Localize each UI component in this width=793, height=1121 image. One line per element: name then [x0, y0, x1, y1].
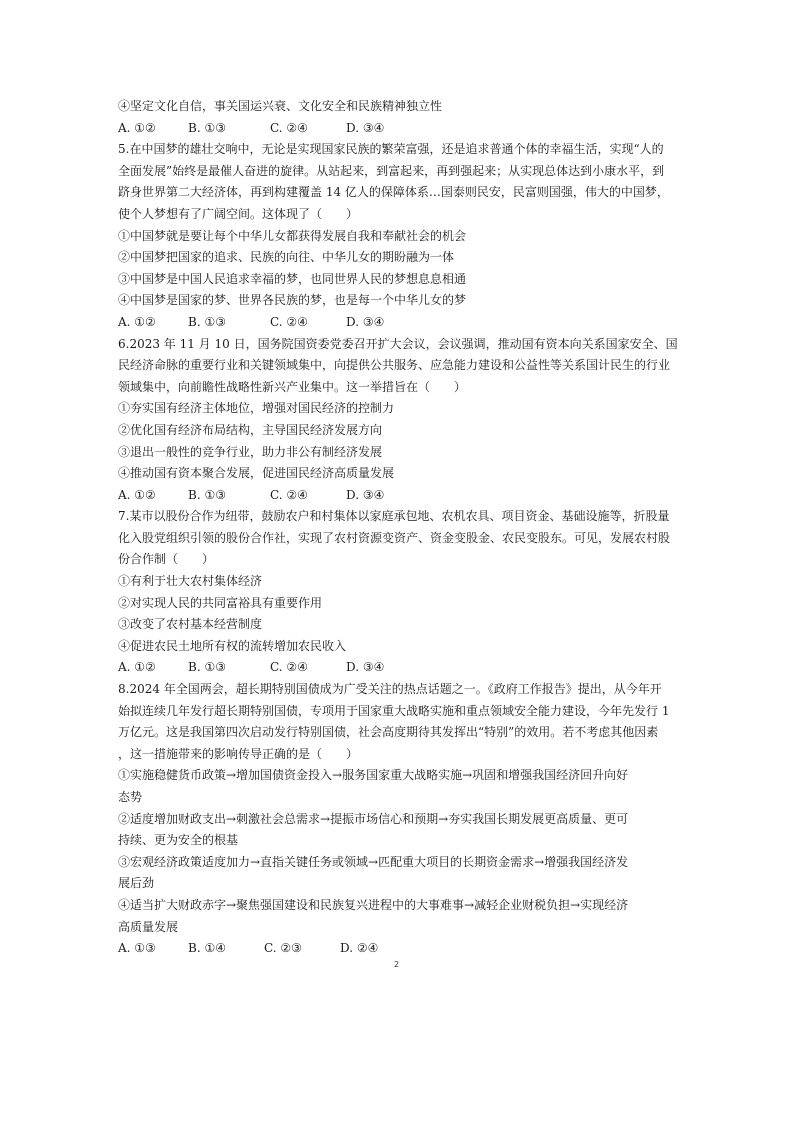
- q4-option-a[interactable]: A. ①②: [118, 120, 156, 135]
- q6-item-3: ③退出一般性的竞争行业，助力非公有制经济发展: [118, 444, 383, 459]
- question-5: [118, 139, 678, 333]
- page-number: 2: [393, 960, 400, 969]
- q7-option-b[interactable]: B. ①③: [188, 660, 226, 675]
- q6-stem-line: 领域集中，向前瞻性战略性新兴产业集中。这一举措旨在（ ）: [118, 379, 467, 394]
- q8-item-3: ③宏观经济政策适度加力→直指关键任务或领域→匹配重大项目的长期资金需求→增强我国经济发: [118, 854, 629, 869]
- q8-stem-line: 万亿元。这是我国第四次启动发行特别国债，社会高度期待其发挥出“特别”的效用。若不考虑其他因素: [118, 725, 659, 740]
- q5-stem-line: 5.在中国梦的雄壮交响中，无论是实现国家民族的繁荣富强，还是追求普通个体的幸福生活，实现“人的: [118, 142, 664, 157]
- q4-option-c[interactable]: C. ②④: [270, 120, 308, 135]
- q7-option-c[interactable]: C. ②④: [270, 660, 308, 675]
- q8-stem-line: ，这一措施带来的影响传导正确的是（ ）: [118, 746, 359, 761]
- q8-option-d[interactable]: D. ②④: [340, 941, 379, 956]
- q8-stem-line: 始拟连续几年发行超长期特别国债，专项用于国家重大战略实施和重点领域安全能力建设，今年先发行 1: [118, 703, 670, 718]
- q6-item-1: ①夯实国有经济主体地位，增强对国民经济的控制力: [118, 401, 395, 416]
- q4-option-b[interactable]: B. ①③: [188, 120, 226, 135]
- q5-item-3: ③中国梦是中国人民追求幸福的梦，也同世界人民的梦想息息相通: [118, 271, 467, 286]
- q6-option-b[interactable]: B. ①③: [188, 487, 226, 502]
- q6-stem-line: 民经济命脉的重要行业和关键领域集中，向提供公共服务、应急能力建设和公益性等关系国计民生的行业: [118, 358, 671, 373]
- q5-options: [118, 312, 678, 334]
- question-6: [118, 334, 678, 507]
- q7-item-2: ②对实现人民的共同富裕具有重要作用: [118, 595, 323, 610]
- q8-item-4: ④适当扩大财政赤字→聚焦强国建设和民族复兴进程中的大事难事→减轻企业财税负担→实现经济: [118, 897, 629, 912]
- q5-option-a[interactable]: A. ①②: [118, 314, 156, 329]
- q7-stem-line: 份合作制（ ）: [118, 552, 215, 567]
- q6-item-2: ②优化国有经济布局结构，主导国民经济发展方向: [118, 422, 383, 437]
- q6-option-d[interactable]: D. ③④: [346, 487, 385, 502]
- q8-item-2: ②适度增加财政支出→刺激社会总需求→提振市场信心和预期→夯实我国长期发展更高质量、更可: [118, 811, 629, 826]
- q7-item-3: ③改变了农村基本经营制度: [118, 617, 263, 632]
- q6-option-c[interactable]: C. ②④: [270, 487, 308, 502]
- q8-item-4-cont: 高质量发展: [118, 919, 179, 934]
- q5-stem-line: 使个人梦想有了广阔空间。这体现了（ ）: [118, 206, 359, 221]
- q7-item-1: ①有利于壮大农村集体经济: [118, 574, 263, 589]
- q6-options: [118, 485, 678, 507]
- q6-item-4: ④推动国有资本聚合发展，促进国民经济高质量发展: [118, 466, 395, 481]
- q7-stem-line: 化入股党组织引领的股份合作社，实现了农村资源变资产、资金变股金、农民变股东。可见，发展农村股: [118, 530, 671, 545]
- q8-options: [118, 938, 678, 960]
- q8-item-3-cont: 展后劲: [118, 876, 155, 891]
- q6-option-a[interactable]: A. ①②: [118, 487, 156, 502]
- exam-page-content: [118, 96, 678, 960]
- q5-option-b[interactable]: B. ①③: [188, 314, 226, 329]
- q5-stem-line: 全面发展”始终是最催人奋进的旋律。从站起来，到富起来，再到强起来；从实现总体达到小康水平，到: [118, 163, 665, 178]
- q8-item-2-cont: 持续、更为安全的根基: [118, 833, 239, 848]
- q4-options: [118, 118, 678, 140]
- question-4-tail: [118, 96, 678, 139]
- q5-stem-line: 跻身世界第二大经济体，再到构建覆盖 14 亿人的保障体系…国泰则民安，民富则国强，伟大的中国梦，: [118, 185, 669, 200]
- q7-option-d[interactable]: D. ③④: [346, 660, 385, 675]
- q7-options: [118, 657, 678, 679]
- q5-option-d[interactable]: D. ③④: [346, 314, 385, 329]
- q5-item-1: ①中国梦就是要让每个中华儿女都获得发展自我和奉献社会的机会: [118, 228, 467, 243]
- q8-item-1-cont: 态势: [118, 790, 143, 804]
- q4-item-4: ④坚定文化自信，事关国运兴衰、文化安全和民族精神独立性: [118, 99, 443, 113]
- q7-stem-line: 7.某市以股份合作为纽带，鼓励农户和村集体以家庭承包地、农机农具、项目资金、基础设施等，折股量: [118, 509, 670, 524]
- q7-item-4: ④促进农民土地所有权的流转增加农民收入: [118, 638, 347, 653]
- q5-item-2: ②中国梦把国家的追求、民族的向往、中华儿女的期盼融为一体: [118, 250, 455, 265]
- q7-option-a[interactable]: A. ①②: [118, 660, 156, 675]
- q8-option-a[interactable]: A. ①③: [118, 941, 156, 956]
- q5-item-4: ④中国梦是国家的梦、世界各民族的梦，也是每一个中华儿女的梦: [118, 293, 467, 308]
- question-8: [118, 679, 678, 960]
- question-7: [118, 506, 678, 679]
- q8-item-1: ①实施稳健货币政策→增加国债资金投入→服务国家重大战略实施→巩固和增强我国经济回升向好: [118, 768, 629, 783]
- q8-option-b[interactable]: B. ①④: [188, 941, 226, 956]
- q6-stem-line: 6.2023 年 11 月 10 日，国务院国资委党委召开扩大会议，会议强调，推动国有资本向关系国家安全、国: [118, 336, 678, 351]
- q8-stem-line: 8.2024 年全国两会，超长期特别国债成为广受关注的热点话题之一。《政府工作报告》提出，从今年开: [118, 682, 662, 697]
- q4-option-d[interactable]: D. ③④: [346, 120, 385, 135]
- q8-option-c[interactable]: C. ②③: [264, 941, 302, 956]
- q5-option-c[interactable]: C. ②④: [270, 314, 308, 329]
